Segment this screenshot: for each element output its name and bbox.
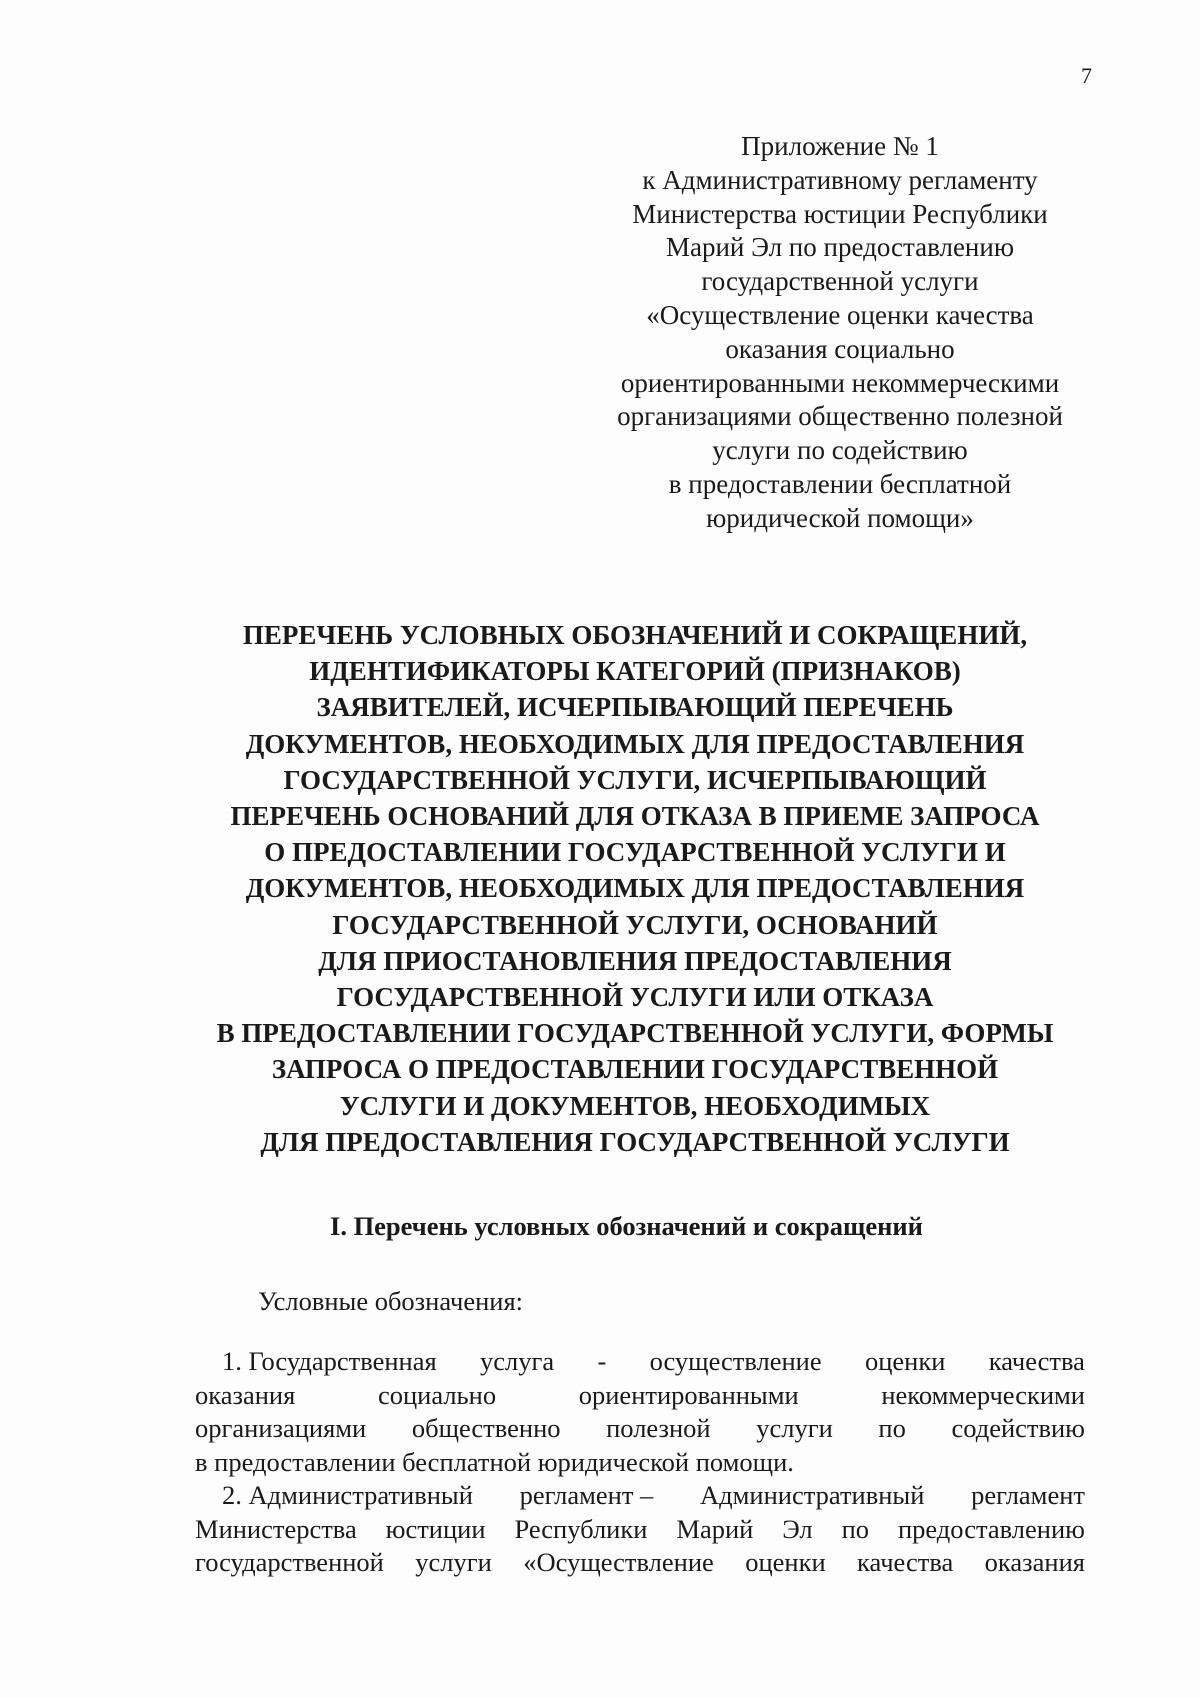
word: предоставлению [897,1513,1085,1544]
word: государственной [195,1547,384,1577]
definition-paragraph-2 [195,1479,1085,1580]
appendix-line: в предоставлении бесплатной [668,468,1012,499]
word: социально [377,1379,497,1410]
word: оценки [745,1547,826,1577]
word: регламент [971,1480,1085,1510]
document-title [185,617,1085,1160]
title-line: ГОСУДАРСТВЕННОЙ УСЛУГИ, ОСНОВАНИЙ [332,909,938,940]
appendix-line: Приложение № 1 [741,131,939,161]
paragraph-line [195,1345,1085,1379]
title-line: ДЛЯ ПРЕДОСТАВЛЕНИЯ ГОСУДАРСТВЕННОЙ УСЛУГИ [260,1126,1010,1157]
word: оценки [864,1346,946,1376]
title-line: ПЕРЕЧЕНЬ УСЛОВНЫХ ОБОЗНАЧЕНИЙ И СОКРАЩЕНИЙ, [242,620,1028,650]
word: Республики [514,1513,648,1544]
appendix-reference [580,130,1100,536]
appendix-line: государственной услуги [701,266,979,297]
title-line: ДОКУМЕНТОВ, НЕОБХОДИМЫХ ДЛЯ ПРЕДОСТАВЛЕНИЯ [245,873,1025,904]
word: некоммерческими [881,1379,1085,1410]
word: оказания [195,1379,296,1410]
word: «Осуществление [523,1547,714,1577]
word: качества [988,1346,1085,1376]
word: услуги [415,1547,492,1577]
section-heading: I. Перечень условных обозначений и сокращений [330,1211,923,1241]
word: осуществление [649,1346,822,1376]
title-line: УСЛУГИ И ДОКУМЕНТОВ, НЕОБХОДИМЫХ [339,1090,931,1121]
word: содействию [951,1413,1085,1443]
appendix-line: ориентированными некоммерческими [620,367,1060,398]
title-line: ПЕРЕЧЕНЬ ОСНОВАНИЙ ДЛЯ ОТКАЗА В ПРИЕМЕ ЗАПРОСА [230,801,1040,832]
word: Административный [700,1480,925,1510]
word: Министерства [195,1513,357,1544]
paragraph-line [195,1513,1085,1547]
word: - [597,1346,607,1376]
word: полезной [606,1413,711,1443]
word: услуги [756,1413,833,1443]
title-line: О ПРЕДОСТАВЛЕНИИ ГОСУДАРСТВЕННОЙ УСЛУГИ И [264,837,1006,868]
title-line: ДЛЯ ПРИОСТАНОВЛЕНИЯ ПРЕДОСТАВЛЕНИЯ [318,945,952,976]
title-line: ИДЕНТИФИКАТОРЫ КАТЕГОРИЙ (ПРИЗНАКОВ) [309,656,961,687]
paragraph-line [195,1546,1085,1580]
definitions-subtitle: Условные обозначения: [258,1286,524,1316]
paragraph-line [195,1479,1085,1513]
title-line: ГОСУДАРСТВЕННОЙ УСЛУГИ, ИСЧЕРПЫВАЮЩИЙ [283,764,987,795]
paragraph-line [195,1412,1085,1446]
appendix-line: Министерства юстиции Республики [632,198,1048,229]
page-number: 7 [1081,63,1092,88]
definition-paragraph-1 [195,1345,1085,1479]
title-line: ГОСУДАРСТВЕННОЙ УСЛУГИ ИЛИ ОТКАЗА [336,982,934,1013]
title-line: ДОКУМЕНТОВ, НЕОБХОДИМЫХ ДЛЯ ПРЕДОСТАВЛЕНИЯ [245,728,1025,759]
word: юстиции [385,1513,486,1544]
word: 1. Государственная [222,1346,437,1376]
word: в предоставлении бесплатной юридической помощи. [195,1446,794,1477]
title-line: ЗАЯВИТЕЛЕЙ, ИСЧЕРПЫВАЮЩИЙ ПЕРЕЧЕНЬ [316,692,954,723]
word: 2. Административный [222,1480,473,1510]
word: услуга [480,1346,555,1376]
appendix-line: Марий Эл по предоставлению [665,232,1015,263]
word: регламент – [519,1480,654,1510]
word: оказания [984,1547,1085,1577]
title-line: ЗАПРОСА О ПРЕДОСТАВЛЕНИИ ГОСУДАРСТВЕННОЙ [271,1054,999,1085]
appendix-line: к Административному регламенту [642,164,1038,195]
word: качества [857,1547,954,1577]
appendix-line: организациями общественно полезной [617,401,1063,432]
appendix-line: услуги по содействию [712,435,968,466]
appendix-line: юридической помощи» [706,502,974,533]
word: по [841,1513,870,1544]
word: Эл [782,1513,813,1544]
word: общественно [411,1413,561,1443]
word: Марий [676,1513,754,1544]
paragraph-line [195,1379,1085,1413]
paragraph-line [195,1446,1085,1480]
word: ориентированными [578,1379,799,1410]
title-line: В ПРЕДОСТАВЛЕНИИ ГОСУДАРСТВЕННОЙ УСЛУГИ, ФОРМЫ [216,1018,1054,1049]
word: по [878,1413,906,1443]
appendix-line: «Осуществление оценки качества [646,299,1034,330]
appendix-line: оказания социально [725,333,955,364]
word: организациями [195,1413,367,1443]
